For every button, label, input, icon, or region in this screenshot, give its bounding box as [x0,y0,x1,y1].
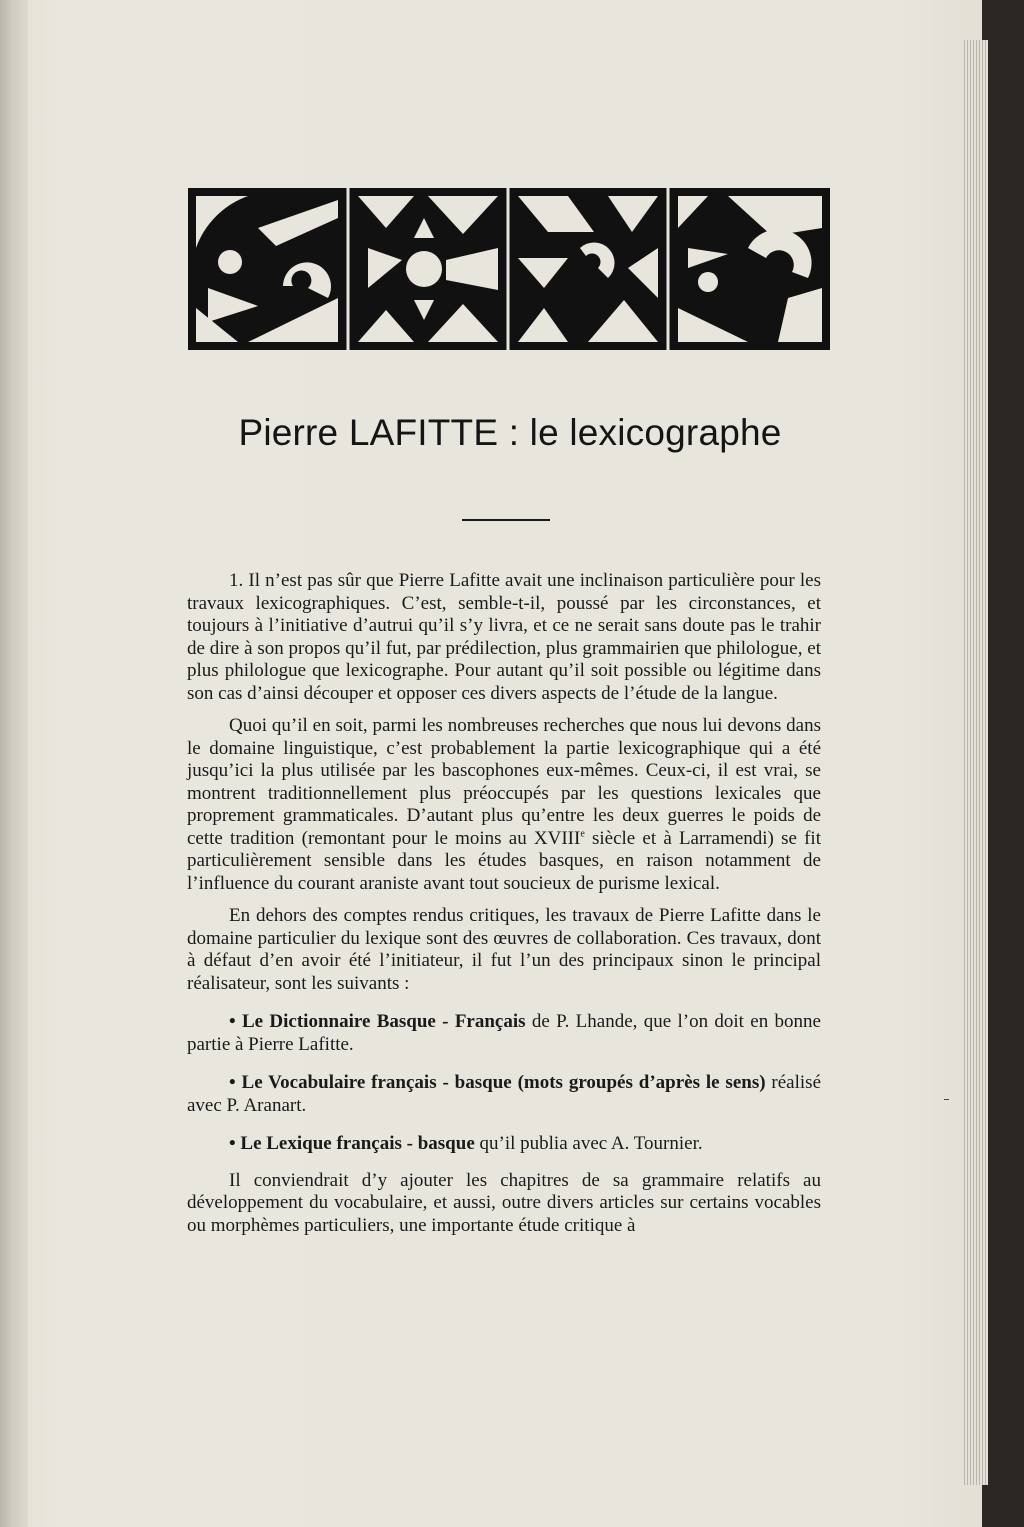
article-title: Pierre LAFITTE : le lexicographe [238,412,782,453]
work-description: qu’il publia avec A. Tournier. [474,1133,703,1154]
book-gutter [0,0,28,1527]
work-title: Le Dictionnaire Basque - Français [241,1011,526,1032]
work-description: réalisé avec P. Aranart. [187,1072,821,1116]
work-title: Le Lexique français - basque [240,1133,475,1154]
paragraph-1: 1. Il n’est pas sûr que Pierre Lafitte avait une inclinaison particulière pour les travaux lexicographiques. C’est, semble-t-il, poussé par les circonstances, et toujours à l’initiative d’autrui qu’il s’y livra, et ce ne serait sans doute pas le trahir de dire à son propos qu’il fut, par prédilection, plus grammairien que philologue, et plus philologue que lexicographe. Pour autant qu’il soit possible ou légitime dans son cas d’ainsi découper et opposer ces divers aspects de l’étude de la langue. [187,570,821,704]
work-item-vocabulaire [187,1072,821,1117]
page-stack-edges [962,40,988,1485]
paragraph-2-end: siècle et à Larramendi) se fit particulièrement sensible dans les études basques, en raison notamment de l’influence du courant araniste avant tout soucieux de purisme lexical. [187,827,821,894]
bullet-icon: • [229,1133,236,1154]
century-superscript: e [580,828,585,840]
article-body [187,570,821,1247]
paragraph-4: Il conviendrait d’y ajouter les chapitres de sa grammaire relatifs au développement du vocabulaire, et aussi, outre divers articles sur certains vocables ou morphèmes particuliers, une importante étude critique à [187,1169,821,1236]
work-item-lexique [187,1133,821,1156]
paragraph-2 [187,715,821,895]
work-title: Le Vocabulaire français - basque (mots groupés d’après le sens) [241,1072,766,1093]
paragraph-2-start: Quoi qu’il en soit, parmi les nombreuses recherches que nous lui devons dans le domaine linguistique, c’est probablement la partie lexicographique qui a été jusqu’ici la plus utilisée par les bascophones eux-mêmes. Ceux-ci, il est vrai, se montrent traditionnellement plus préoccupés par les questions lexicales que proprement grammaticales. D’autant plus qu’entre les deux guerres le poids de cette tradition (remontant pour le moins au XVIII [187,715,821,849]
basque-ornament-icon [188,188,830,350]
bullet-icon: • [229,1011,236,1032]
margin-mark [944,1099,949,1100]
title-rule [462,519,550,521]
paragraph-3: En dehors des comptes rendus critiques, les travaux de Pierre Lafitte dans le domaine particulier du lexique sont des œuvres de collaboration. Ces travaux, dont à défaut d’en avoir été l’initiateur, il fut l’un des principaux sinon le principal réalisateur, sont les suivants : [187,905,821,994]
bullet-icon: • [229,1072,236,1093]
work-item-dictionnaire [187,1011,821,1056]
work-description: de P. Lhande, que l’on doit en bonne partie à Pierre Lafitte. [187,1011,821,1055]
